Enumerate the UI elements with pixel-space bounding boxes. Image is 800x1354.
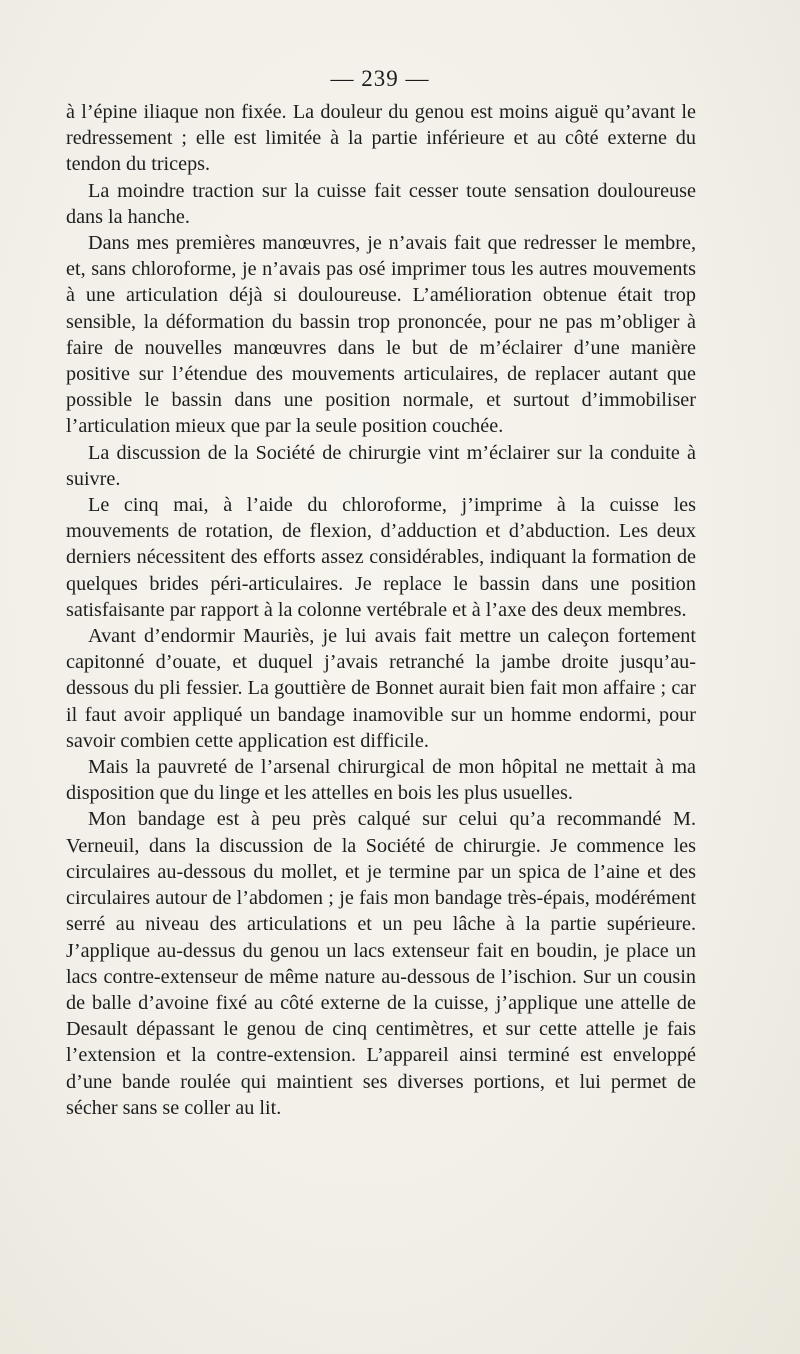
paragraph-5: Le cinq mai, à l’aide du chloroforme, j’imprime à la cuisse les mouvements de rotation, de flexion, d’adduction et d’abduction. Les deux derniers nécessitent des efforts assez considérables, indiquant la formation de quelques brides péri-articulaires. Je replace le bassin dans une position satisfaisante par rapport à la colonne vertébrale et à l’axe des deux membres. xyxy=(66,494,696,621)
paragraph-4: La discussion de la Société de chirurgie vint m’éclairer sur la conduite à suivre. xyxy=(66,441,696,490)
paragraph-3: Dans mes premières manœuvres, je n’avais fait que redresser le membre, et, sans chloroforme, je n’avais pas osé imprimer tous les autres mouvements à une articulation déjà si douloureuse. L’amélioration obtenue était trop sensible, la déformation du bassin trop prononcée, pour ne pas m’obliger à faire de nouvelles manœuvres dans le but de m’éclairer d’une manière positive sur l’étendue des mouvements articulaires, de replacer autant que possible le bassin dans une position normale, et surtout d’immobiliser l’articulation mieux que par la seule position couchée. xyxy=(66,232,696,438)
paragraph-8: Mon bandage est à peu près calqué sur celui qu’a recommandé M. Verneuil, dans la discussion de la Société de chirurgie. Je commence les circulaires au-dessous du mollet, et je termine par un spica de l’aine et des circulaires autour de l’abdomen ; je fais mon bandage très-épais, modérément serré au niveau des articulations et un peu lâche à la partie supérieure. J’applique au-dessus du genou un lacs extenseur fait en boudin, je place un lacs contre-extenseur de même nature au-dessous de l’ischion. Sur un cousin de balle d’avoine fixé au côté externe de la cuisse, j’applique une attelle de Desault dépassant le genou de cinq centimètres, et sur cette attelle je fais l’extension et la contre-extension. L’appareil ainsi terminé est enveloppé d’une bande roulée qui maintient ses diverses portions, et lui permet de sécher sans se coller au lit. xyxy=(66,808,696,1119)
paragraph-7: Mais la pauvreté de l’arsenal chirurgical de mon hôpital ne mettait à ma disposition que du linge et les attelles en bois les plus usuelles. xyxy=(66,756,696,805)
body-text xyxy=(66,99,696,1121)
paragraph-1: à l’épine iliaque non fixée. La douleur du genou est moins aiguë qu’avant le redressement ; elle est limitée à la partie inférieure et au côté externe du tendon du triceps. xyxy=(66,101,696,176)
paragraph-6: Avant d’endormir Mauriès, je lui avais fait mettre un caleçon fortement capitonné d’ouate, et duquel j’avais retranché la jambe droite jusqu’au-dessous du pli fessier. La gouttière de Bonnet aurait bien fait mon affaire ; car il faut avoir appliqué un bandage inamovible sur un homme endormi, pour savoir combien cette application est difficile. xyxy=(66,625,696,752)
paragraph-2: La moindre traction sur la cuisse fait cesser toute sensation douloureuse dans la hanche. xyxy=(66,179,696,228)
page-number: — 239 — xyxy=(330,66,430,91)
